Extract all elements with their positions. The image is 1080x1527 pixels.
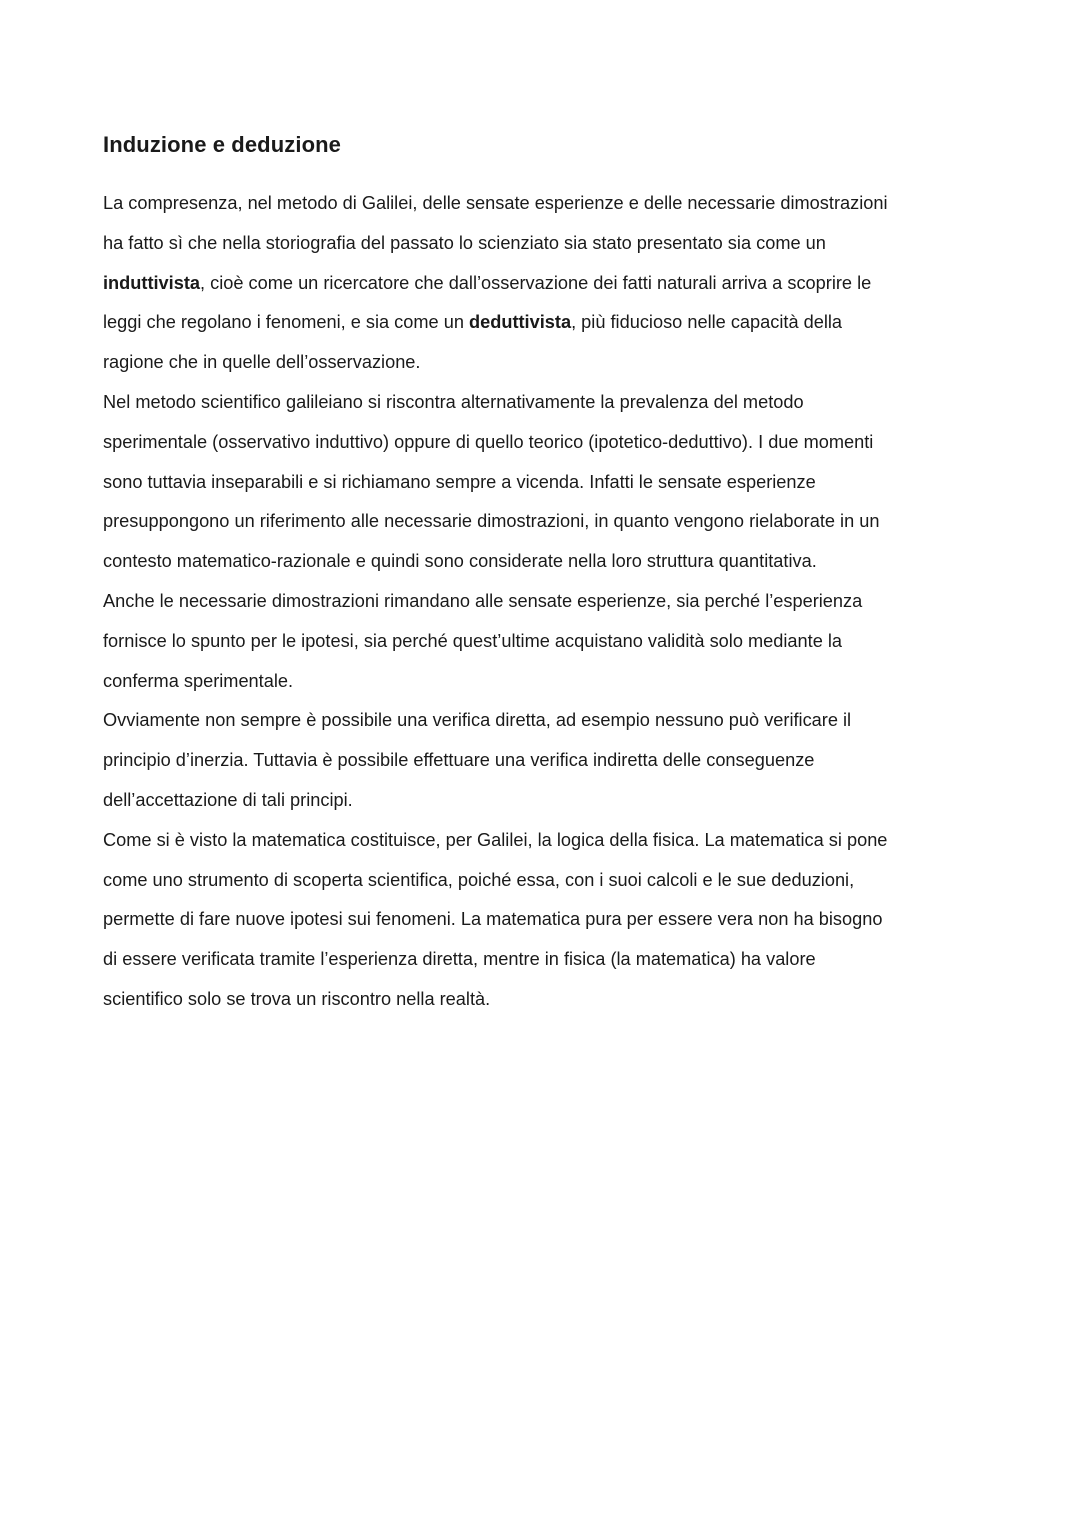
text-line (103, 861, 1003, 901)
text-run: permette di fare nuove ipotesi sui fenomeni. La matematica pura per essere vera non ha bisogno (103, 909, 883, 930)
paragraph (103, 184, 1003, 383)
text-line (103, 980, 1003, 1020)
text-run: sono tuttavia inseparabili e si richiamano sempre a vicenda. Infatti le sensate esperienze (103, 471, 816, 492)
paragraph (103, 821, 1003, 1020)
document-body (103, 184, 1003, 1020)
paragraph (103, 582, 1003, 701)
text-line (103, 821, 1003, 861)
text-line (103, 940, 1003, 980)
bold-term: induttivista (103, 272, 201, 293)
text-run: contesto matematico-razionale e quindi sono considerate nella loro struttura quantitativa. (103, 551, 817, 572)
text-line (103, 582, 1003, 622)
text-line (103, 701, 1003, 741)
text-line (103, 224, 1003, 264)
text-line (103, 781, 1003, 821)
text-run: Ovviamente non sempre è possibile una verifica diretta, ad esempio nessuno può verificare il (103, 710, 852, 731)
text-run: Nel metodo scientifico galileiano si riscontra alternativamente la prevalenza del metodo (103, 391, 804, 412)
text-line (103, 900, 1003, 940)
text-run: dell’accettazione di tali principi. (103, 789, 353, 810)
text-run: leggi che regolano i fenomeni, e sia come un (103, 312, 469, 333)
text-run: conferma sperimentale. (103, 670, 294, 691)
text-run: come uno strumento di scoperta scientifica, poiché essa, con i suoi calcoli e le sue deduzioni, (103, 869, 855, 890)
text-run: presuppongono un riferimento alle necessarie dimostrazioni, in quanto vengono rielaborate in un (103, 511, 880, 532)
bold-term: deduttivista (469, 312, 572, 333)
text-run: La compresenza, nel metodo di Galilei, delle sensate esperienze e delle necessarie dimostrazioni (103, 193, 888, 213)
text-line (103, 542, 1003, 582)
text-line (103, 383, 1003, 423)
text-line (103, 303, 1003, 343)
text-run: , cioè come un ricercatore che dall’osservazione dei fatti naturali arriva a scoprire le (200, 272, 872, 293)
text-run: ha fatto sì che nella storiografia del passato lo scienziato sia stato presentato sia come un (103, 232, 826, 253)
document-title: Induzione e deduzione (103, 132, 341, 157)
paragraph (103, 701, 1003, 820)
text-line (103, 463, 1003, 503)
document-page (103, 128, 1003, 1020)
text-line (103, 343, 1003, 383)
text-run: Anche le necessarie dimostrazioni rimandano alle sensate esperienze, sia perché l’esperienza (103, 590, 863, 611)
text-line (103, 423, 1003, 463)
text-run: scientifico solo se trova un riscontro nella realtà. (103, 988, 491, 1009)
text-run: sperimentale (osservativo induttivo) oppure di quello teorico (ipotetico-deduttivo). I due momenti (103, 431, 874, 452)
text-line (103, 622, 1003, 662)
text-line (103, 662, 1003, 702)
text-run: fornisce lo spunto per le ipotesi, sia perché quest’ultime acquistano validità solo mediante la (103, 630, 843, 651)
text-run: principio d’inerzia. Tuttavia è possibile effettuare una verifica indiretta delle conseguenze (103, 750, 815, 771)
text-run: ragione che in quelle dell’osservazione. (103, 352, 421, 373)
text-line (103, 184, 1003, 224)
text-run: di essere verificata tramite l’esperienza diretta, mentre in fisica (la matematica) ha valore (103, 949, 816, 970)
text-line (103, 741, 1003, 781)
paragraph (103, 383, 1003, 582)
text-run: Come si è visto la matematica costituisce, per Galilei, la logica della fisica. La matematica si pone (103, 829, 888, 850)
text-line (103, 502, 1003, 542)
text-run: , più fiducioso nelle capacità della (571, 312, 843, 333)
text-line (103, 264, 1003, 304)
